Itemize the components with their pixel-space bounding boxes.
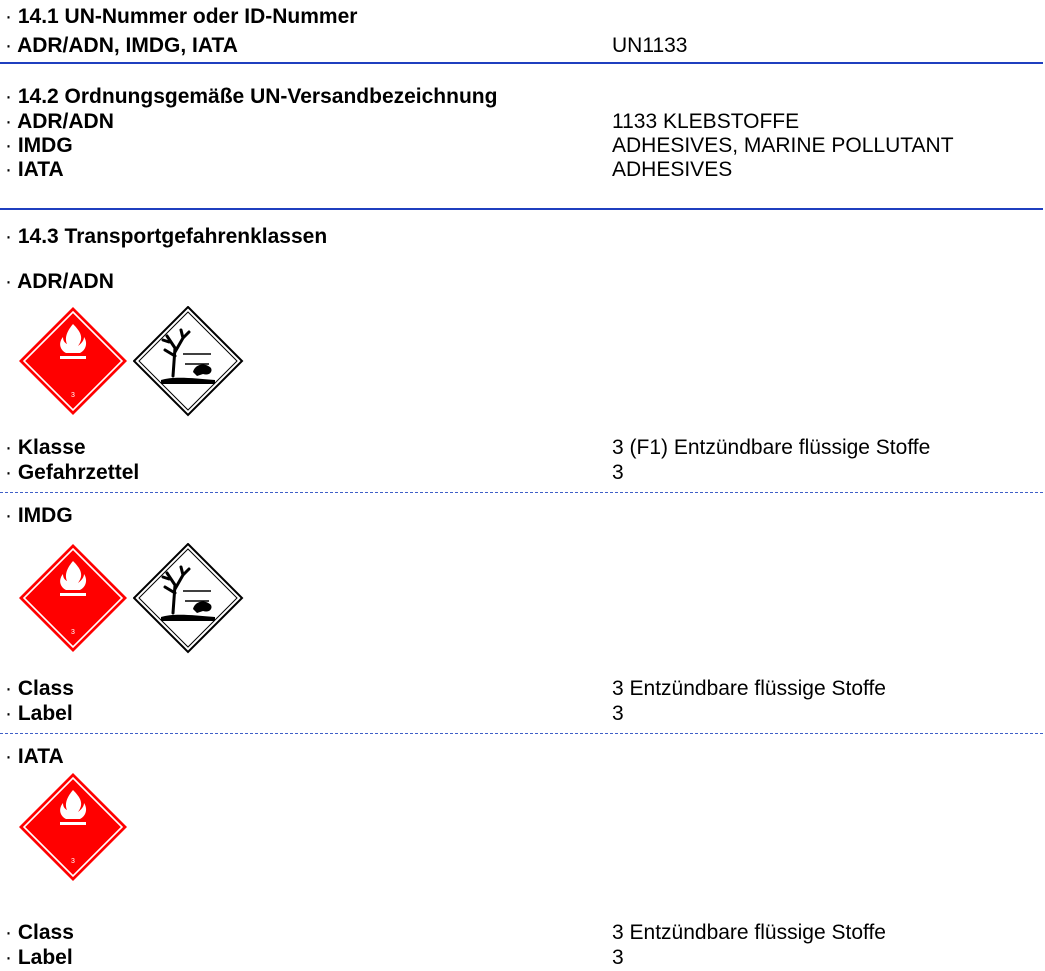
imdg-class-row <box>0 677 1045 701</box>
section-title: 14.3 Transportgefahrenklassen <box>17 225 328 248</box>
section-title: 14.1 UN-Nummer oder ID-Nummer <box>17 5 358 28</box>
row-value: 1133 KLEBSTOFFE <box>612 110 800 133</box>
row-value: 3 <box>612 946 624 969</box>
imdg-label-row <box>0 702 1045 726</box>
iata-heading <box>0 745 1045 769</box>
section-14-3-title <box>0 225 1045 249</box>
row-label: ADR/ADN <box>17 110 114 133</box>
shipping-name-row-adr <box>0 110 1045 134</box>
environmental-hazard-pictogram-icon <box>133 306 244 417</box>
subheading: ADR/ADN <box>17 270 114 293</box>
row-label: IMDG <box>17 134 73 157</box>
bullet: · <box>5 110 12 133</box>
row-label: IATA <box>17 158 64 181</box>
row-label: ADR/ADN, IMDG, IATA <box>17 34 238 57</box>
environmental-hazard-pictogram-icon <box>133 543 244 654</box>
section-14-2-title <box>0 85 1045 109</box>
bullet: · <box>5 34 12 57</box>
flammable-liquid-pictogram-icon <box>18 772 129 883</box>
row-label: Gefahrzettel <box>17 461 140 484</box>
row-label: Class <box>17 677 74 700</box>
bullet: · <box>5 702 12 725</box>
bullet: · <box>5 225 12 248</box>
bullet: · <box>5 504 12 527</box>
section-divider <box>0 208 1043 210</box>
un-number-row <box>0 34 1045 58</box>
row-value: 3 <box>612 702 624 725</box>
bullet: · <box>5 921 12 944</box>
bullet: · <box>5 5 12 28</box>
row-label: Label <box>17 702 73 725</box>
bullet: · <box>5 158 12 181</box>
section-title: 14.2 Ordnungsgemäße UN-Versandbezeichnung <box>17 85 498 108</box>
bullet: · <box>5 461 12 484</box>
adr-gefahrzettel-row <box>0 461 1045 485</box>
row-value: 3 (F1) Entzündbare flüssige Stoffe <box>612 436 931 459</box>
row-value: ADHESIVES <box>612 158 733 181</box>
iata-class-row <box>0 921 1045 945</box>
bullet: · <box>5 270 12 293</box>
row-value: UN1133 <box>612 34 688 57</box>
shipping-name-row-iata <box>0 158 1045 182</box>
imdg-heading <box>0 504 1045 528</box>
row-value: 3 <box>612 461 624 484</box>
adr-heading <box>0 270 1045 294</box>
section-divider <box>0 62 1043 64</box>
row-value: 3 Entzündbare flüssige Stoffe <box>612 921 886 944</box>
flammable-liquid-pictogram-icon <box>18 306 129 417</box>
adr-klasse-row <box>0 436 1045 460</box>
bullet: · <box>5 946 12 969</box>
row-label: Label <box>17 946 73 969</box>
flammable-liquid-pictogram-icon <box>18 543 129 654</box>
row-label: Klasse <box>17 436 86 459</box>
iata-label-row <box>0 946 1045 970</box>
bullet: · <box>5 745 12 768</box>
shipping-name-row-imdg <box>0 134 1045 158</box>
subsection-divider <box>0 492 1043 493</box>
bullet: · <box>5 134 12 157</box>
row-label: Class <box>17 921 74 944</box>
bullet: · <box>5 85 12 108</box>
bullet: · <box>5 436 12 459</box>
subheading: IATA <box>17 745 64 768</box>
row-value: 3 Entzündbare flüssige Stoffe <box>612 677 886 700</box>
subsection-divider <box>0 733 1043 734</box>
section-14-1-title <box>0 5 1045 29</box>
bullet: · <box>5 677 12 700</box>
subheading: IMDG <box>17 504 73 527</box>
row-value: ADHESIVES, MARINE POLLUTANT <box>612 134 954 157</box>
